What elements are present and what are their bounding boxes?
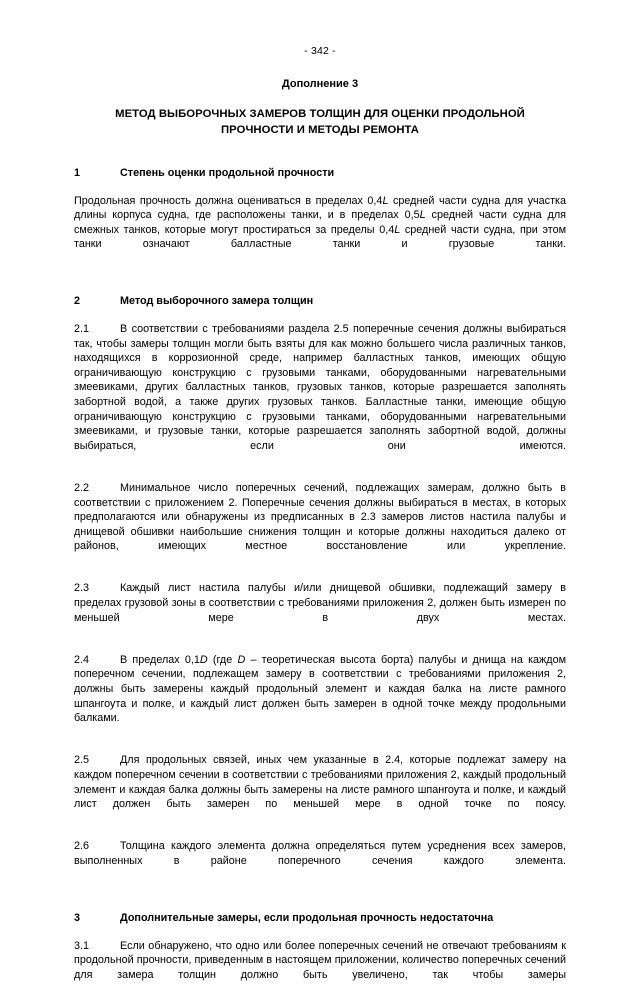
- paragraph-3-1: [74, 939, 566, 997]
- symbol-D: D: [199, 653, 208, 666]
- section-title-1: Степень оценки продольной прочности: [120, 167, 335, 179]
- paragraph-number: 3.1: [74, 939, 90, 952]
- paragraph-2-2: [74, 481, 566, 569]
- paragraph-text: средней части судна, при этом танки означают балластные танки и грузовые танки.: [74, 223, 567, 251]
- symbol-L: L: [382, 194, 389, 207]
- paragraph-text: Для продольных связей, иных чем указанные в 2.4, которые подлежат замеру на каждом поперечном сечении в соответствии с требованиями приложения 2, каждый продольный элемент и каждая балка должны быть замерены на листе рамного шпангоута и полке, и каждый лист должен быть замерен по меньшей мере в одной точке по поясу.: [74, 754, 566, 811]
- symbol-L: L: [394, 223, 401, 236]
- paragraph-text: (где: [207, 653, 238, 666]
- document-title-line-1: МЕТОД ВЫБОРОЧНЫХ ЗАМЕРОВ ТОЛЩИН ДЛЯ ОЦЕНКИ ПРОДОЛЬНОЙ: [115, 108, 525, 120]
- section-title-2: Метод выборочного замера толщин: [120, 295, 314, 308]
- paragraph-2-6: [74, 839, 566, 883]
- section-title-3: Дополнительные замеры, если продольная прочность недостаточна: [120, 912, 494, 925]
- section-number-3: 3: [74, 912, 81, 925]
- document-title-line-2: ПРОЧНОСТИ И МЕТОДЫ РЕМОНТА: [221, 123, 419, 136]
- paragraph-number: 2.2: [74, 481, 90, 494]
- paragraph-2-1: [74, 322, 566, 468]
- section-heading-3: [74, 911, 566, 926]
- paragraph-number: 2.1: [74, 322, 90, 335]
- document-title: [74, 107, 566, 138]
- paragraph-1-intro: [74, 194, 566, 267]
- paragraph-text: Минимальное число поперечных сечений, подлежащих замерам, должно быть в соответствии с приложением 2. Поперечные сечения должны выбираться в местах, в которых предполагаются или обнаружены из предписанных в 2.3 замеров листов настила палубы и днищевой обшивки наибольшие снижения толщин и которые должны находиться далеко от районов, имеющих местное восстановление или укрепление.: [74, 481, 566, 553]
- paragraph-2-5: [74, 753, 566, 826]
- paragraph-text: средней части судна для смежных танков, которые могут простираться за пределы 0,4: [74, 209, 567, 236]
- paragraph-text: средней части судна для участка длины корпуса судна, где расположены танки, и в пределах 0,5: [74, 194, 566, 222]
- paragraph-text: Если обнаружено, что одно или более поперечных сечений не отвечают требованиям к продольной прочности, приведенным в настоящем приложении, количество поперечных сечений для замера толщин должно быть увеличено, так чтобы замеры: [74, 939, 566, 981]
- paragraph-text: Каждый лист настила палубы и/или днищевой обшивки, подлежащий замеру в пределах грузовой зоны в соответствии с требованиями приложения 2, должен быть измерен по меньшей мере в двух местах.: [74, 582, 566, 624]
- paragraph-2-4: [74, 653, 566, 741]
- paragraph-text: Толщина каждого элемента должна определяться путем усреднения всех замеров, выполненных в районе поперечного сечения каждого элемента.: [74, 840, 566, 867]
- paragraph-2-3: [74, 581, 566, 639]
- paragraph-number: 2.6: [74, 840, 90, 853]
- appendix-label: Дополнение 3: [281, 78, 359, 90]
- paragraph-text: В пределах 0,1: [120, 653, 200, 666]
- page-number: - 342 -: [304, 45, 336, 57]
- section-heading-1: [74, 166, 566, 181]
- paragraph-text: Продольная прочность должна оцениваться в пределах 0,4: [74, 194, 383, 207]
- section-number-2: 2: [74, 295, 81, 308]
- page-content: [74, 0, 566, 997]
- paragraph-text: В соответствии с требованиями раздела 2.5 поперечные сечения должны выбираться так, чтобы замеры толщин могли быть взяты для как можно большего числа различных танков, находящихся в коррозионной среде, например балластных танков, имеющих общую ограничивающую конструкцию с грузовыми танками, оборудованными нагревательными змеевиками, других балластных танков, грузовых танков, которые разрешается заполнять забортной водой, а также других грузовых танков. Балластные танки, имеющие общую ограничивающую конструкцию с грузовыми танками, оборудованными нагревательными змеевиками, и грузовые танки, которые разрешается заполнять забортной водой, должны выбираться, если они имеются.: [74, 322, 566, 452]
- symbol-L: L: [419, 209, 426, 222]
- paragraph-number: 2.5: [74, 754, 90, 767]
- paragraph-number: 2.3: [74, 582, 90, 595]
- paragraph-text: – теоретическая высота борта) палубы и днища на каждом поперечном сечении, подлежащем замеру в соответствии с требованиями приложения 2, должны быть замерены каждый продольный элемент и каждая балка на листе рамного шпангоута и полке, и каждый лист должен быть замерен в одной точке между продольными балками.: [74, 653, 566, 725]
- section-number-1: 1: [74, 167, 81, 179]
- paragraph-number: 2.4: [74, 653, 90, 666]
- section-heading-2: [74, 294, 566, 309]
- symbol-D: D: [237, 653, 246, 666]
